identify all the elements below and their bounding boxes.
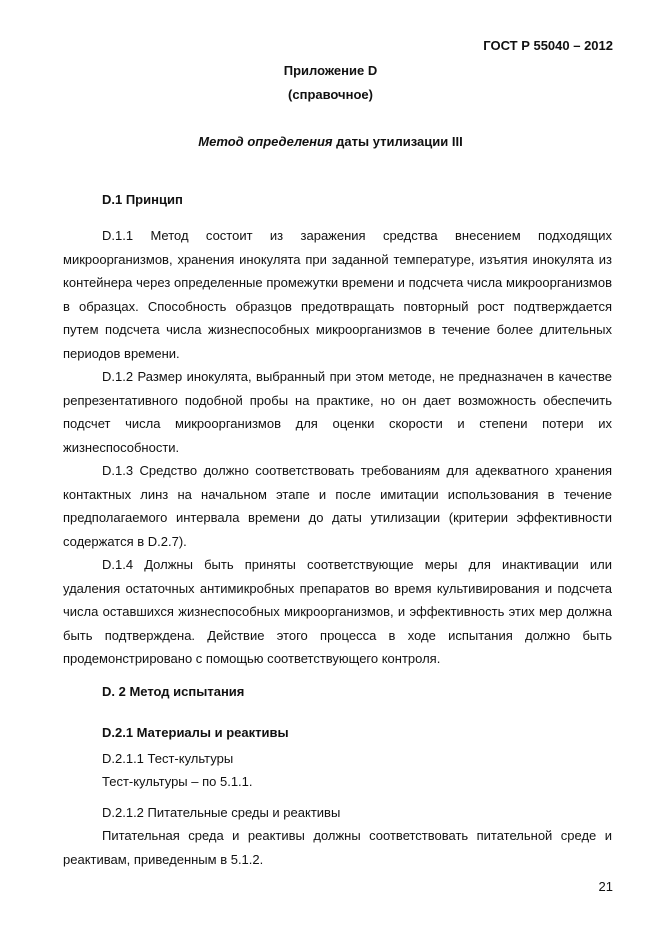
paragraph-d1-1: D.1.1 Метод состоит из заражения средства внесением подходящих микроорганизмов, хранения инокулята при заданной температуре, изъятия инокулята из контейнера через определенные промежутки времени и подсчета числа микроорганизмов в образцах. Способность образцов предотвращать повторный рост подтверждается путем подсчета числа жизнеспособных микроорганизмов в течение более длительных периодов времени. (63, 228, 612, 361)
page-number: 21 (598, 879, 613, 894)
item-d211-text: Тест-культуры – по 5.1.1. (102, 774, 253, 789)
method-title-italic: Метод определения (198, 134, 333, 149)
paragraph-d1-4: D.1.4 Должны быть приняты соответствующие меры для инактивации или удаления остаточных антимикробных препаратов во время культивирования и подсчета числа оставшихся жизнеспособных микроорганизмов, и эффективность этих мер должна быть подтверждена. Действие этого процесса в ходе испытания должно быть продемонстрировано с помощью соответствующего контроля. (63, 557, 612, 666)
section-d1-heading: D.1 Принцип (102, 192, 183, 207)
method-title (0, 134, 661, 149)
method-title-rest: даты утилизации III (332, 134, 463, 149)
appendix-title: Приложение D (283, 63, 378, 78)
item-d211-heading: D.2.1.1 Тест-культуры (102, 751, 234, 766)
section-d1-body (63, 224, 612, 671)
document-id: ГОСТ Р 55040 – 2012 (483, 38, 613, 53)
paragraph-d212: Питательная среда и реактивы должны соответствовать питательной среде и реактивам, приведенным в 5.1.2. (63, 828, 612, 867)
paragraph-d1-3: D.1.3 Средство должно соответствовать требованиям для адекватного хранения контактных линз на начальном этапе и после имитации использования в течение предполагаемого интервала времени до даты утилизации (критерии эффективности содержатся в D.2.7). (63, 463, 612, 549)
appendix-subtitle: (справочное) (288, 87, 373, 102)
paragraph-d1-2: D.1.2 Размер инокулята, выбранный при этом методе, не предназначен в качестве репрезентативного подобной пробы на практике, но он дает возможность обеспечить подсчет числа микроорганизмов для оценки скорости и степени потери их жизнеспособности. (63, 369, 612, 455)
section-d2-heading: D. 2 Метод испытания (102, 684, 245, 699)
item-d212-body (63, 824, 612, 871)
section-d21-heading: D.2.1 Материалы и реактивы (102, 725, 289, 740)
item-d212-heading: D.2.1.2 Питательные среды и реактивы (102, 805, 341, 820)
